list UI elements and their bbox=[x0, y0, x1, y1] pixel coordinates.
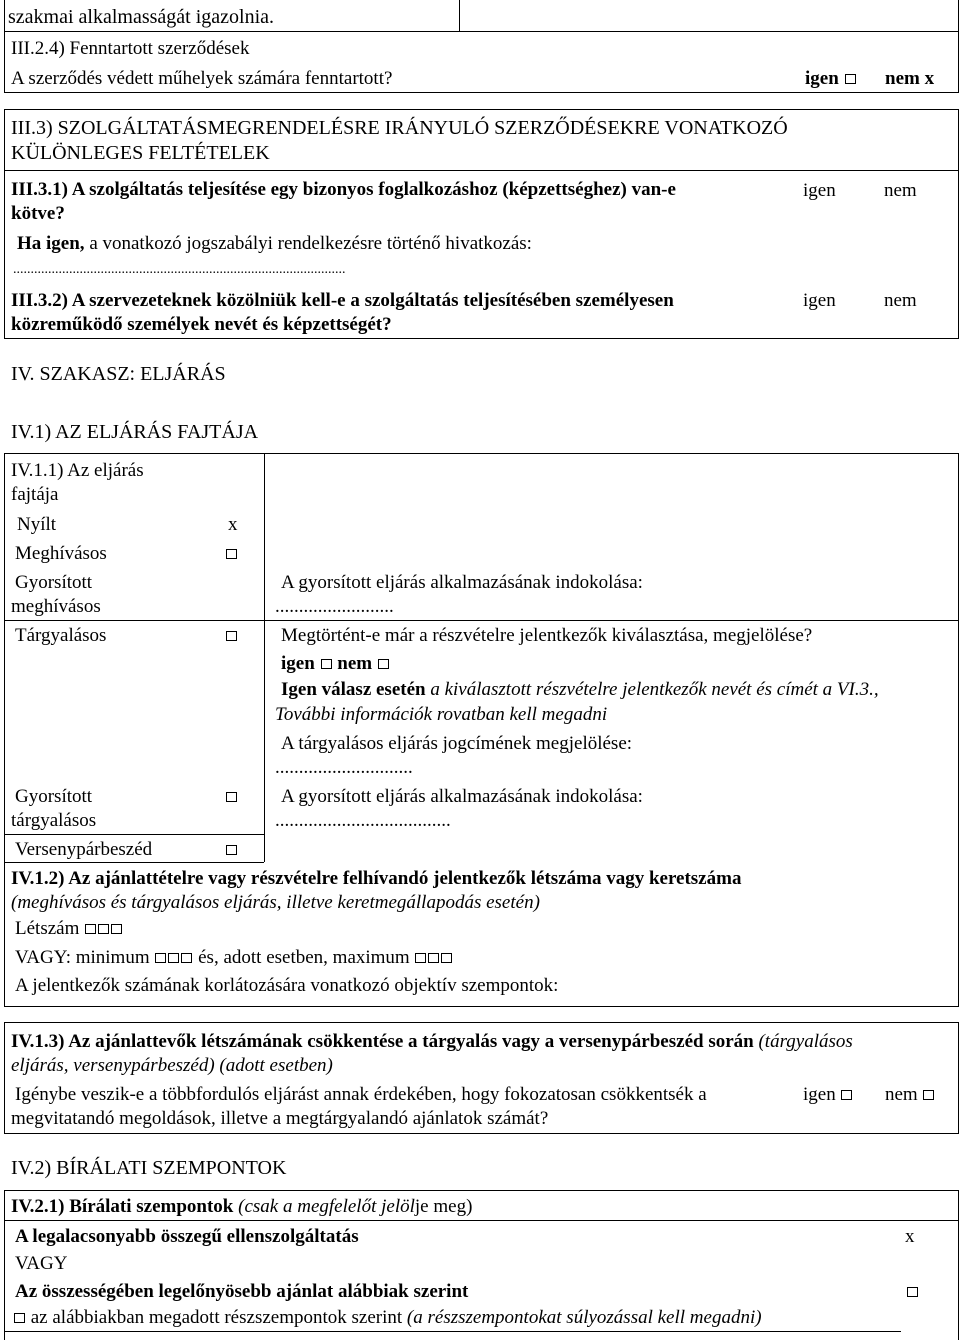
negotiated-legal-basis: A tárgyalásos eljárás jogcímének megjelölése: bbox=[281, 733, 633, 754]
checkbox[interactable] bbox=[14, 1313, 25, 1323]
reserved-contracts-heading: III.2.4) Fenntartott szerződések bbox=[11, 38, 250, 59]
q332-yes: igen bbox=[803, 290, 836, 311]
type-negotiated-checkbox[interactable] bbox=[226, 631, 237, 641]
accelerated-restricted-justification: A gyorsított eljárás alkalmazásának indokolása: bbox=[281, 572, 643, 593]
q331-line2: kötve? bbox=[11, 203, 65, 224]
top-divider bbox=[459, 0, 460, 32]
reduction-title-2: eljárás, versenypárbeszéd) (adott esetben) bbox=[11, 1055, 333, 1076]
reduction-title: IV.1.3) Az ajánlattevők létszámának csökkentése a tárgyalás vagy a versenypárbeszéd során (tárgyalásos bbox=[11, 1031, 853, 1052]
type-restricted-checkbox[interactable] bbox=[226, 549, 237, 559]
types-divider bbox=[264, 453, 265, 862]
procedure-type-heading-2: fajtája bbox=[11, 484, 59, 505]
candidates-criteria: A jelentkezők számának korlátozására vonatkozó objektív szempontok: bbox=[15, 975, 559, 996]
legal-reference-label: Ha igen, a vonatkozó jogszabályi rendelkezésre történő hivatkozás: bbox=[17, 233, 532, 254]
negotiated-legal-dots: ............................. bbox=[275, 757, 413, 778]
type-accelerated-restricted-2: meghívásos bbox=[11, 596, 101, 617]
checkbox[interactable] bbox=[841, 1090, 852, 1100]
digit-box[interactable] bbox=[155, 953, 166, 963]
checkbox[interactable] bbox=[923, 1090, 934, 1100]
q332-no: nem bbox=[884, 290, 917, 311]
accelerated-negotiated-justification: A gyorsított eljárás alkalmazásának indokolása: bbox=[281, 786, 643, 807]
top-row-line bbox=[4, 31, 959, 32]
negotiated-note-2: További információk rovatban kell megadni bbox=[275, 704, 608, 725]
criterion-or: VAGY bbox=[15, 1253, 68, 1274]
digit-box[interactable] bbox=[441, 953, 452, 963]
digit-box[interactable] bbox=[98, 924, 109, 934]
award-criteria-title-line bbox=[4, 1220, 959, 1221]
candidates-count-title: IV.1.2) Az ajánlattételre vagy részvételre felhívandó jelentkezők létszáma vagy keretszáma bbox=[11, 868, 742, 889]
reduction-question-1: Igénybe veszik-e a többfordulós eljárást annak érdekében, hogy fokozatosan csökkentsék a bbox=[15, 1084, 707, 1105]
type-competitive-dialogue-checkbox[interactable] bbox=[226, 845, 237, 855]
type-accelerated-negotiated-1: Gyorsított bbox=[15, 786, 93, 807]
q331-line1: III.3.1) A szolgáltatás teljesítése egy bizonyos foglalkozáshoz (képzettséghez) van-e bbox=[11, 179, 676, 200]
section-iii3-title-1: III.3) SZOLGÁLTATÁSMEGRENDELÉSRE IRÁNYULÓ SZERZŐDÉSEKRE VONATKOZÓ bbox=[11, 117, 788, 139]
negotiated-line-top bbox=[4, 620, 959, 621]
criterion-lowest-price-mark[interactable]: x bbox=[905, 1226, 915, 1247]
accelerated-negotiated-dots: ..................................... bbox=[275, 810, 451, 831]
criterion-lowest-price: A legalacsonyabb összegű ellenszolgáltatás bbox=[15, 1226, 359, 1247]
reduction-no: nem bbox=[885, 1083, 935, 1107]
reduction-question-2: megvitatandó megoldások, illetve a megtárgyalandó ajánlatok számát? bbox=[11, 1108, 549, 1129]
checkbox[interactable] bbox=[321, 659, 332, 669]
type-open-mark[interactable]: x bbox=[228, 514, 238, 535]
award-criteria-title: IV.2.1) Bírálati szempontok (csak a megfelelőt jelölje meg) bbox=[11, 1196, 473, 1217]
negotiated-note-1: Igen válasz esetén a kiválasztott részvételre jelentkezők nevét és címét a VI.3., bbox=[281, 679, 879, 700]
q332-line1: III.3.2) A szervezeteknek közölniük kell-e a szolgáltatás teljesítésében személyesen bbox=[11, 290, 674, 311]
dialogue-line-top bbox=[4, 834, 264, 835]
section-iv-title: IV. SZAKASZ: ELJÁRÁS bbox=[11, 363, 226, 385]
type-accelerated-negotiated-checkbox[interactable] bbox=[226, 792, 237, 802]
reserved-yes: igen bbox=[805, 67, 857, 91]
reserved-no: nem x bbox=[885, 68, 935, 89]
negotiated-question: Megtörtént-e már a részvételre jelentkezők kiválasztása, megjelölése? bbox=[281, 625, 813, 646]
procedure-type-heading-1: IV.1.1) Az eljárás bbox=[11, 460, 144, 481]
reserved-question: A szerződés védett műhelyek számára fenntartott? bbox=[11, 68, 393, 89]
section-iii3-title-2: KÜLÖNLEGES FELTÉTELEK bbox=[11, 142, 270, 164]
negotiated-yes-no: igen nem bbox=[281, 652, 390, 676]
type-open: Nyílt bbox=[17, 514, 57, 535]
digit-box[interactable] bbox=[428, 953, 439, 963]
section-iv1-title: IV.1) AZ ELJÁRÁS FAJTÁJA bbox=[11, 421, 259, 443]
digit-box[interactable] bbox=[415, 953, 426, 963]
digit-box[interactable] bbox=[168, 953, 179, 963]
subcriteria-underline bbox=[4, 1331, 901, 1332]
criterion-most-advantageous-checkbox[interactable] bbox=[907, 1287, 918, 1297]
checkbox[interactable] bbox=[845, 74, 856, 84]
candidates-min-max-row: VAGY: minimum és, adott esetben, maximum bbox=[15, 946, 453, 970]
candidates-count-subtitle: (meghívásos és tárgyalásos eljárás, illetve keretmegállapodás esetén) bbox=[11, 892, 540, 913]
digit-box[interactable] bbox=[111, 924, 122, 934]
type-competitive-dialogue: Versenypárbeszéd bbox=[15, 839, 153, 860]
digit-box[interactable] bbox=[85, 924, 96, 934]
type-accelerated-restricted-1: Gyorsított bbox=[15, 572, 93, 593]
section-iv2-title: IV.2) BÍRÁLATI SZEMPONTOK bbox=[11, 1157, 287, 1179]
candidates-count-row: Létszám bbox=[15, 917, 123, 941]
q331-no: nem bbox=[884, 180, 917, 201]
legal-reference-dots: ............................................................................................... bbox=[13, 262, 346, 277]
q332-line2: közreműködő személyek nevét és képzettségét? bbox=[11, 314, 392, 335]
reduction-yes: igen bbox=[803, 1083, 853, 1107]
q331-yes: igen bbox=[803, 180, 836, 201]
accelerated-restricted-dots: ......................... bbox=[275, 596, 394, 617]
type-negotiated: Tárgyalásos bbox=[15, 625, 107, 646]
criterion-subcriteria: az alábbiakban megadott részszempontok szerint (a részszempontokat súlyozással kell megadni) bbox=[13, 1306, 762, 1330]
type-accelerated-negotiated-2: tárgyalásos bbox=[11, 810, 97, 831]
type-restricted: Meghívásos bbox=[15, 543, 107, 564]
digit-box[interactable] bbox=[181, 953, 192, 963]
section-iii3-title-line bbox=[4, 170, 959, 171]
criterion-most-advantageous: Az összességében legelőnyösebb ajánlat alábbiak szerint bbox=[15, 1281, 469, 1302]
continuation-text: szakmai alkalmasságát igazolnia. bbox=[8, 6, 275, 28]
checkbox[interactable] bbox=[378, 659, 389, 669]
